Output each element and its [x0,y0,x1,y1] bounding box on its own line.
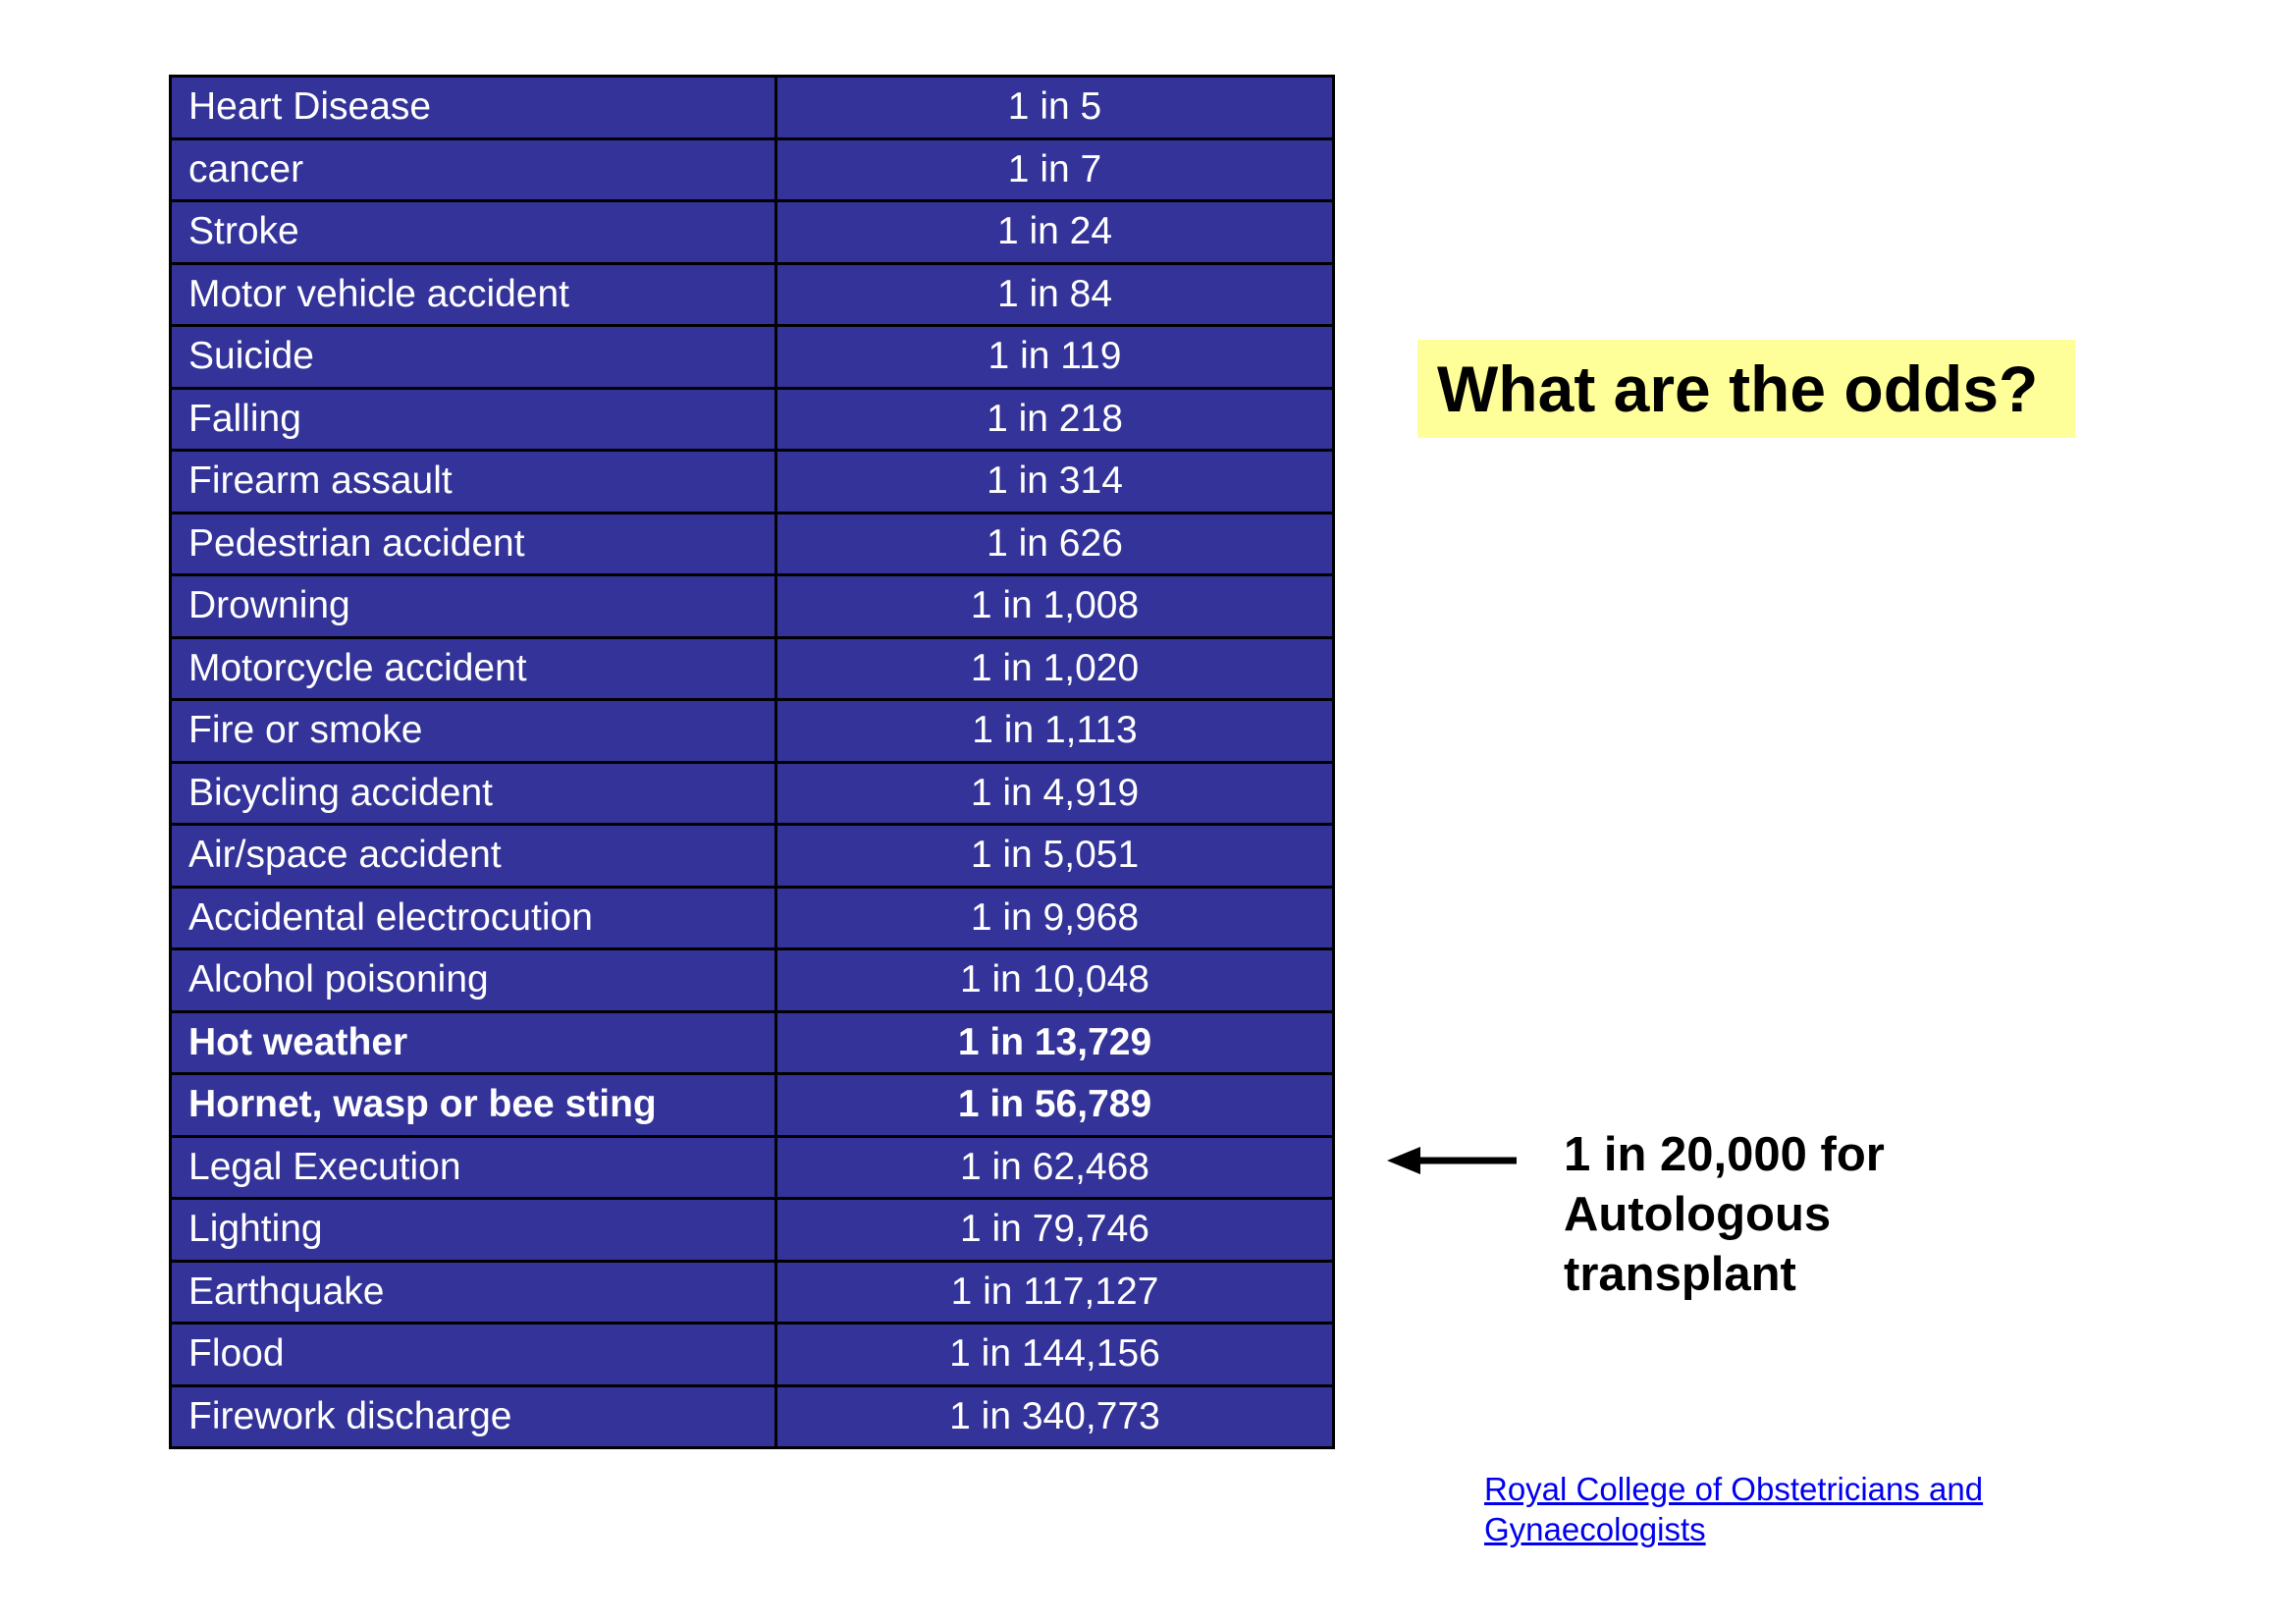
table-row [171,1324,1334,1386]
cause-cell: Flood [171,1324,776,1386]
odds-cell: 1 in 314 [776,451,1334,514]
cause-cell: Firework discharge [171,1385,776,1448]
odds-cell: 1 in 5,051 [776,825,1334,888]
odds-cell: 1 in 84 [776,263,1334,326]
table-row [171,138,1334,201]
odds-table-body [171,77,1334,1448]
table-row [171,77,1334,139]
odds-cell: 1 in 13,729 [776,1011,1334,1074]
table-row [171,637,1334,700]
table-row [171,887,1334,949]
odds-cell: 1 in 117,127 [776,1261,1334,1324]
odds-cell: 1 in 340,773 [776,1385,1334,1448]
cause-cell: Earthquake [171,1261,776,1324]
cause-cell: Stroke [171,201,776,264]
odds-cell: 1 in 10,048 [776,949,1334,1012]
cause-cell: Motor vehicle accident [171,263,776,326]
source-link-line[interactable]: Gynaecologists [1484,1511,1706,1547]
odds-cell: 1 in 79,746 [776,1199,1334,1262]
title-highlight-box [1417,340,2075,438]
cause-cell: Lighting [171,1199,776,1262]
table-row [171,263,1334,326]
cause-cell: Air/space accident [171,825,776,888]
odds-table [169,75,1335,1449]
table-row [171,949,1334,1012]
table-row [171,1199,1334,1262]
table-row [171,451,1334,514]
note-line: transplant [1564,1248,1796,1301]
note-line: 1 in 20,000 for [1564,1128,1885,1181]
odds-cell: 1 in 56,789 [776,1074,1334,1137]
odds-cell: 1 in 218 [776,388,1334,451]
cause-cell: Drowning [171,575,776,638]
table-row [171,762,1334,825]
cause-cell: Accidental electrocution [171,887,776,949]
cause-cell: Falling [171,388,776,451]
odds-cell: 1 in 62,468 [776,1136,1334,1199]
cause-cell: Pedestrian accident [171,513,776,575]
odds-cell: 1 in 5 [776,77,1334,139]
table-row [171,1136,1334,1199]
table-row [171,513,1334,575]
cause-cell: Firearm assault [171,451,776,514]
table-row [171,388,1334,451]
odds-cell: 1 in 1,020 [776,637,1334,700]
table-row [171,201,1334,264]
table-row [171,326,1334,389]
cause-cell: Fire or smoke [171,700,776,763]
odds-cell: 1 in 626 [776,513,1334,575]
odds-cell: 1 in 9,968 [776,887,1334,949]
cause-cell: Motorcycle accident [171,637,776,700]
odds-cell: 1 in 119 [776,326,1334,389]
odds-cell: 1 in 24 [776,201,1334,264]
page-title: What are the odds? [1437,352,2039,425]
odds-cell: 1 in 1,113 [776,700,1334,763]
table-row [171,1011,1334,1074]
table-row [171,825,1334,888]
cause-cell: Legal Execution [171,1136,776,1199]
cause-cell: cancer [171,138,776,201]
table-row [171,1261,1334,1324]
cause-cell: Suicide [171,326,776,389]
transplant-odds-note [1564,1125,2074,1305]
left-arrow-icon [1387,1144,1517,1177]
cause-cell: Heart Disease [171,77,776,139]
cause-cell: Alcohol poisoning [171,949,776,1012]
table-row [171,1385,1334,1448]
source-link-line[interactable]: Royal College of Obstetricians and [1484,1471,1984,1507]
source-link[interactable] [1484,1469,2034,1549]
table-row [171,700,1334,763]
cause-cell: Hornet, wasp or bee sting [171,1074,776,1137]
note-line: Autologous [1564,1188,1832,1241]
cause-cell: Bicycling accident [171,762,776,825]
table-row [171,1074,1334,1137]
odds-cell: 1 in 4,919 [776,762,1334,825]
odds-cell: 1 in 7 [776,138,1334,201]
odds-cell: 1 in 144,156 [776,1324,1334,1386]
odds-cell: 1 in 1,008 [776,575,1334,638]
table-row [171,575,1334,638]
cause-cell: Hot weather [171,1011,776,1074]
